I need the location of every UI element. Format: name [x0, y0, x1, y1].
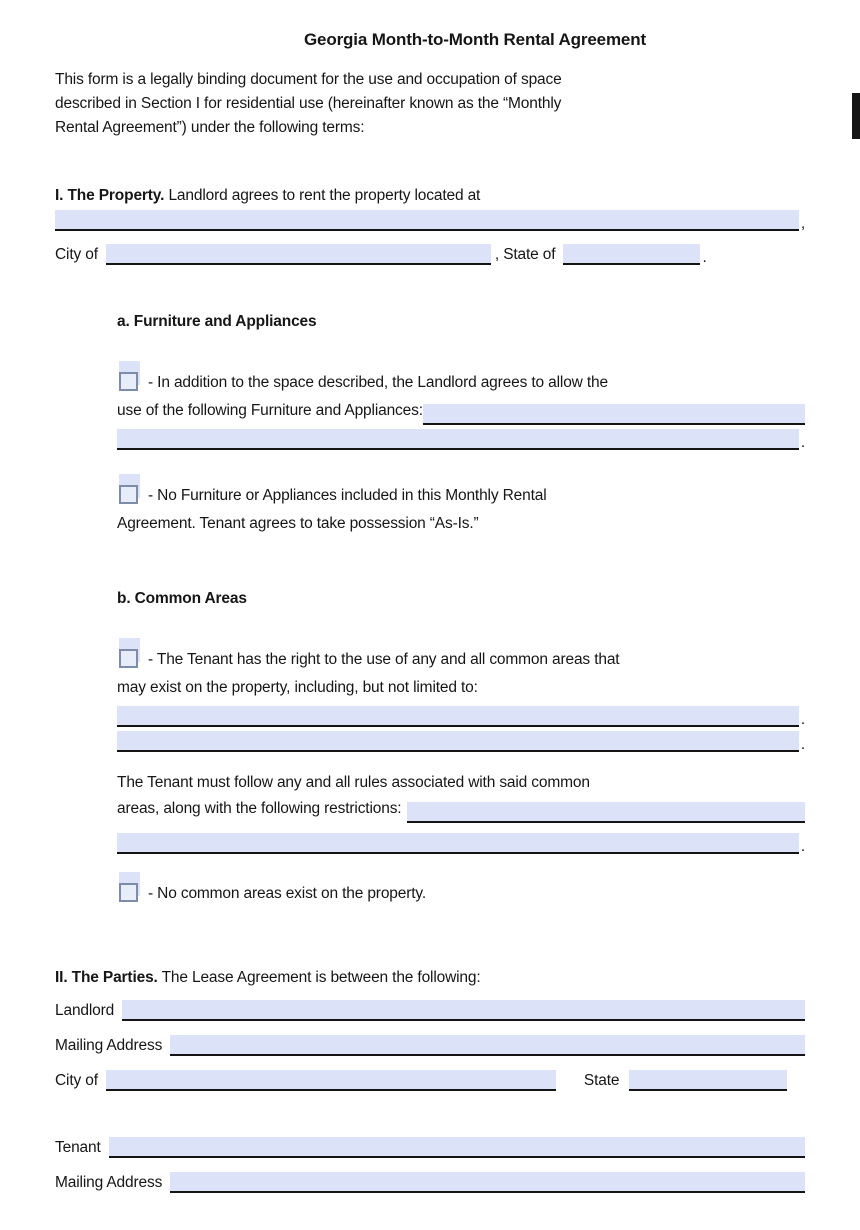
intro-paragraph [55, 68, 805, 140]
furniture-included-checkbox[interactable] [119, 361, 141, 397]
checkbox-item-text: - No Furniture or Appliances included in this Monthly Rental [148, 487, 547, 504]
rules-text: areas, along with the following restrictions: [117, 800, 402, 817]
common-areas-checkbox[interactable] [119, 638, 141, 674]
checkbox-box [119, 372, 138, 391]
page-title: Georgia Month-to-Month Rental Agreement [303, 30, 646, 49]
punctuation: . [800, 434, 805, 451]
checkbox-item-text: Agreement. Tenant agrees to take possession “As-Is.” [117, 515, 479, 532]
section-a-heading: a. Furniture and Appliances [117, 313, 317, 330]
property-state-field[interactable] [563, 244, 700, 265]
mailing-address-label: Mailing Address [55, 1174, 163, 1191]
section-1-title: I. The Property. [55, 187, 165, 204]
tenant-label: Tenant [55, 1139, 101, 1156]
furniture-appliances-field[interactable] [423, 404, 805, 425]
landlord-label: Landlord [55, 1002, 115, 1019]
property-address-field[interactable] [55, 210, 799, 231]
checkbox-item-text: - The Tenant has the right to the use of any and all common areas that [148, 651, 620, 668]
state-label: State [583, 1072, 620, 1089]
property-city-field[interactable] [106, 244, 491, 265]
section-1-text: Landlord agrees to rent the property located at [164, 187, 481, 204]
intro-line: This form is a legally binding document for the use and occupation of space [55, 71, 562, 88]
section-1-heading [55, 186, 805, 206]
no-furniture-checkbox[interactable] [119, 474, 141, 510]
section-2-title: II. The Parties. [55, 969, 158, 986]
restrictions-field[interactable] [407, 802, 805, 823]
punctuation: . [800, 711, 805, 728]
punctuation: . [800, 838, 805, 855]
intro-line: Rental Agreement”) under the following terms: [55, 119, 365, 136]
checkbox-box [119, 883, 138, 902]
rules-text: The Tenant must follow any and all rules associated with said common [117, 774, 590, 791]
punctuation: , [800, 215, 805, 232]
checkbox-item-text: use of the following Furniture and Appliances: [117, 402, 423, 419]
common-area-rules-paragraph [117, 770, 805, 854]
tenant-mailing-address-field[interactable] [170, 1172, 805, 1193]
punctuation: . [702, 249, 707, 266]
scrollbar-thumb-artifact[interactable] [852, 93, 860, 139]
landlord-state-field[interactable] [629, 1070, 787, 1091]
common-areas-field-line2[interactable] [117, 731, 799, 752]
landlord-mailing-address-field[interactable] [170, 1035, 805, 1056]
no-common-areas-item [117, 880, 805, 908]
checkbox-item-text: may exist on the property, including, but not limited to: [117, 679, 478, 696]
checkbox-box [119, 485, 138, 504]
furniture-appliances-continuation-field[interactable] [117, 429, 799, 450]
restrictions-continuation-field[interactable] [117, 833, 799, 854]
common-areas-field-line1[interactable] [117, 706, 799, 727]
city-label: City of [55, 1072, 98, 1089]
furniture-included-item [117, 369, 805, 450]
state-label: , State of [494, 246, 556, 263]
mailing-address-label: Mailing Address [55, 1037, 163, 1054]
landlord-name-field[interactable] [122, 1000, 805, 1021]
section-2-text: The Lease Agreement is between the following: [157, 969, 481, 986]
section-b-heading: b. Common Areas [117, 590, 247, 607]
no-common-areas-checkbox[interactable] [119, 872, 141, 908]
punctuation: . [800, 736, 805, 753]
common-areas-item [117, 646, 805, 752]
section-2-heading [55, 966, 805, 990]
intro-line: described in Section I for residential use (hereinafter known as the “Monthly [55, 95, 562, 112]
city-label: City of [55, 246, 98, 263]
checkbox-box [119, 649, 138, 668]
checkbox-item-text: - No common areas exist on the property. [148, 885, 427, 902]
landlord-city-field[interactable] [106, 1070, 556, 1091]
no-furniture-item [117, 482, 805, 538]
checkbox-item-text: - In addition to the space described, the Landlord agrees to allow the [148, 374, 608, 391]
tenant-name-field[interactable] [109, 1137, 805, 1158]
